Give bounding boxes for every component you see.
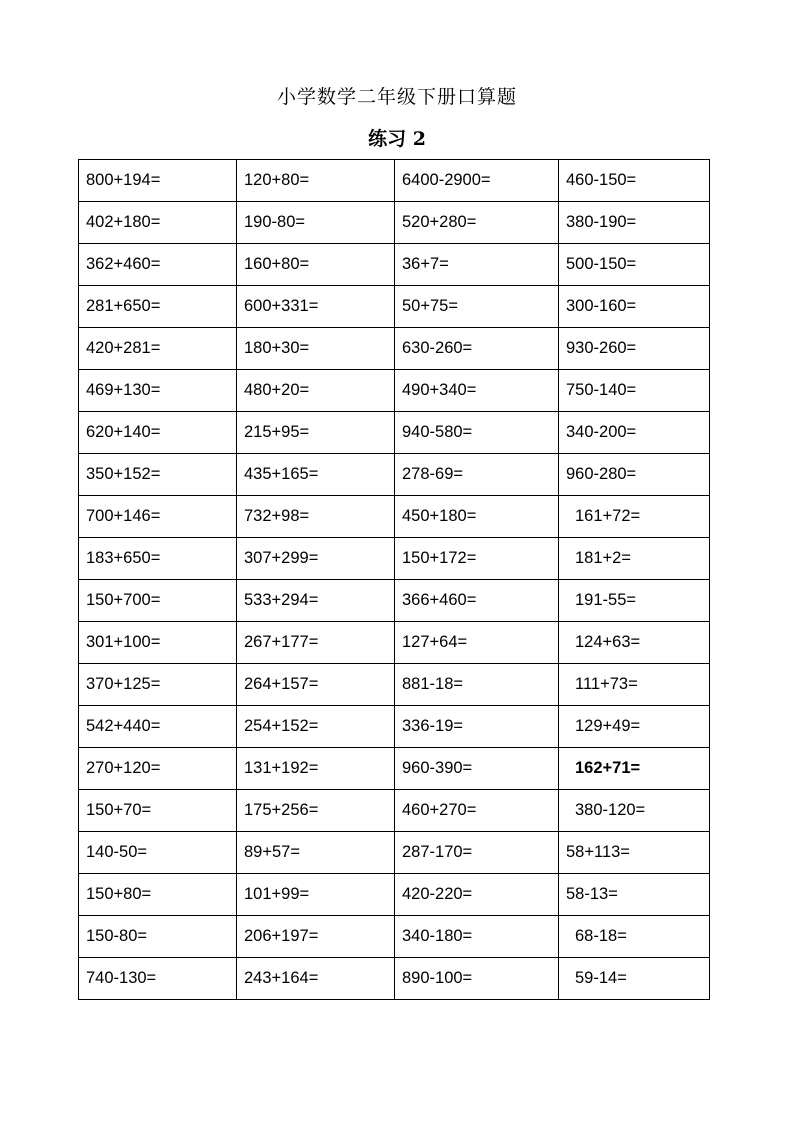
problem-cell: 58-13=	[559, 874, 710, 916]
problem-cell: 533+294=	[237, 580, 395, 622]
table-row	[79, 370, 710, 412]
problem-cell: 800+194=	[79, 160, 237, 202]
problem-cell: 881-18=	[395, 664, 559, 706]
problem-cell: 68-18=	[559, 916, 710, 958]
problem-cell: 191-55=	[559, 580, 710, 622]
problem-cell: 150+80=	[79, 874, 237, 916]
table-row	[79, 748, 710, 790]
problem-cell: 89+57=	[237, 832, 395, 874]
problem-cell: 930-260=	[559, 328, 710, 370]
problem-cell: 183+650=	[79, 538, 237, 580]
table-row	[79, 286, 710, 328]
table-row	[79, 538, 710, 580]
problem-cell: 362+460=	[79, 244, 237, 286]
problem-cell: 732+98=	[237, 496, 395, 538]
problem-cell: 59-14=	[559, 958, 710, 1000]
table-row	[79, 412, 710, 454]
problem-cell: 127+64=	[395, 622, 559, 664]
table-row	[79, 328, 710, 370]
problem-cell: 500-150=	[559, 244, 710, 286]
problem-cell: 111+73=	[559, 664, 710, 706]
table-row	[79, 622, 710, 664]
problem-cell: 243+164=	[237, 958, 395, 1000]
table-row	[79, 916, 710, 958]
problem-cell: 750-140=	[559, 370, 710, 412]
problem-cell: 520+280=	[395, 202, 559, 244]
problem-cell: 190-80=	[237, 202, 395, 244]
problem-cell: 101+99=	[237, 874, 395, 916]
problem-cell: 267+177=	[237, 622, 395, 664]
table-row	[79, 958, 710, 1000]
problem-cell: 420-220=	[395, 874, 559, 916]
table-row	[79, 580, 710, 622]
problem-cell: 131+192=	[237, 748, 395, 790]
problem-cell: 150+172=	[395, 538, 559, 580]
table-row	[79, 790, 710, 832]
problem-cell: 287-170=	[395, 832, 559, 874]
table-row	[79, 454, 710, 496]
problem-cell: 450+180=	[395, 496, 559, 538]
problem-cell: 175+256=	[237, 790, 395, 832]
problem-cell: 180+30=	[237, 328, 395, 370]
problem-cell: 300-160=	[559, 286, 710, 328]
problem-cell: 140-50=	[79, 832, 237, 874]
problem-cell: 264+157=	[237, 664, 395, 706]
problem-cell: 206+197=	[237, 916, 395, 958]
problem-cell: 460-150=	[559, 160, 710, 202]
problem-cell: 124+63=	[559, 622, 710, 664]
worksheet-subtitle: 练习 2	[368, 128, 426, 150]
problem-cell: 278-69=	[395, 454, 559, 496]
problem-cell: 150+700=	[79, 580, 237, 622]
problem-cell: 120+80=	[237, 160, 395, 202]
problem-table	[78, 159, 710, 1000]
problem-cell: 542+440=	[79, 706, 237, 748]
problem-cell: 36+7=	[395, 244, 559, 286]
problem-cell: 366+460=	[395, 580, 559, 622]
table-row	[79, 832, 710, 874]
table-row	[79, 160, 710, 202]
problem-cell: 960-390=	[395, 748, 559, 790]
problem-cell: 480+20=	[237, 370, 395, 412]
problem-cell: 281+650=	[79, 286, 237, 328]
problem-cell: 469+130=	[79, 370, 237, 412]
problem-cell: 270+120=	[79, 748, 237, 790]
problem-cell: 160+80=	[237, 244, 395, 286]
problem-cell: 150-80=	[79, 916, 237, 958]
problem-cell: 700+146=	[79, 496, 237, 538]
problem-cell: 620+140=	[79, 412, 237, 454]
problem-cell: 215+95=	[237, 412, 395, 454]
problem-cell: 340-180=	[395, 916, 559, 958]
problem-cell: 336-19=	[395, 706, 559, 748]
problem-cell: 181+2=	[559, 538, 710, 580]
problem-cell: 58+113=	[559, 832, 710, 874]
problem-cell: 380-120=	[559, 790, 710, 832]
table-row	[79, 202, 710, 244]
worksheet-title: 小学数学二年级下册口算题	[276, 86, 517, 108]
problem-cell: 435+165=	[237, 454, 395, 496]
problem-cell: 420+281=	[79, 328, 237, 370]
problem-cell: 301+100=	[79, 622, 237, 664]
problem-cell: 630-260=	[395, 328, 559, 370]
problem-cell: 370+125=	[79, 664, 237, 706]
problem-cell: 161+72=	[559, 496, 710, 538]
problem-cell: 6400-2900=	[395, 160, 559, 202]
problem-cell: 150+70=	[79, 790, 237, 832]
table-row	[79, 706, 710, 748]
problem-cell: 340-200=	[559, 412, 710, 454]
table-row	[79, 496, 710, 538]
problem-cell: 490+340=	[395, 370, 559, 412]
table-row	[79, 874, 710, 916]
problem-cell: 890-100=	[395, 958, 559, 1000]
problem-cell: 600+331=	[237, 286, 395, 328]
problem-cell: 960-280=	[559, 454, 710, 496]
problem-cell: 380-190=	[559, 202, 710, 244]
problem-cell: 460+270=	[395, 790, 559, 832]
problem-cell: 50+75=	[395, 286, 559, 328]
problem-cell: 350+152=	[79, 454, 237, 496]
problem-cell: 402+180=	[79, 202, 237, 244]
problem-cell: 129+49=	[559, 706, 710, 748]
problem-cell: 254+152=	[237, 706, 395, 748]
problem-cell: 940-580=	[395, 412, 559, 454]
problem-cell: 162+71=	[559, 748, 710, 790]
problem-cell: 740-130=	[79, 958, 237, 1000]
table-row	[79, 664, 710, 706]
table-row	[79, 244, 710, 286]
problem-cell: 307+299=	[237, 538, 395, 580]
